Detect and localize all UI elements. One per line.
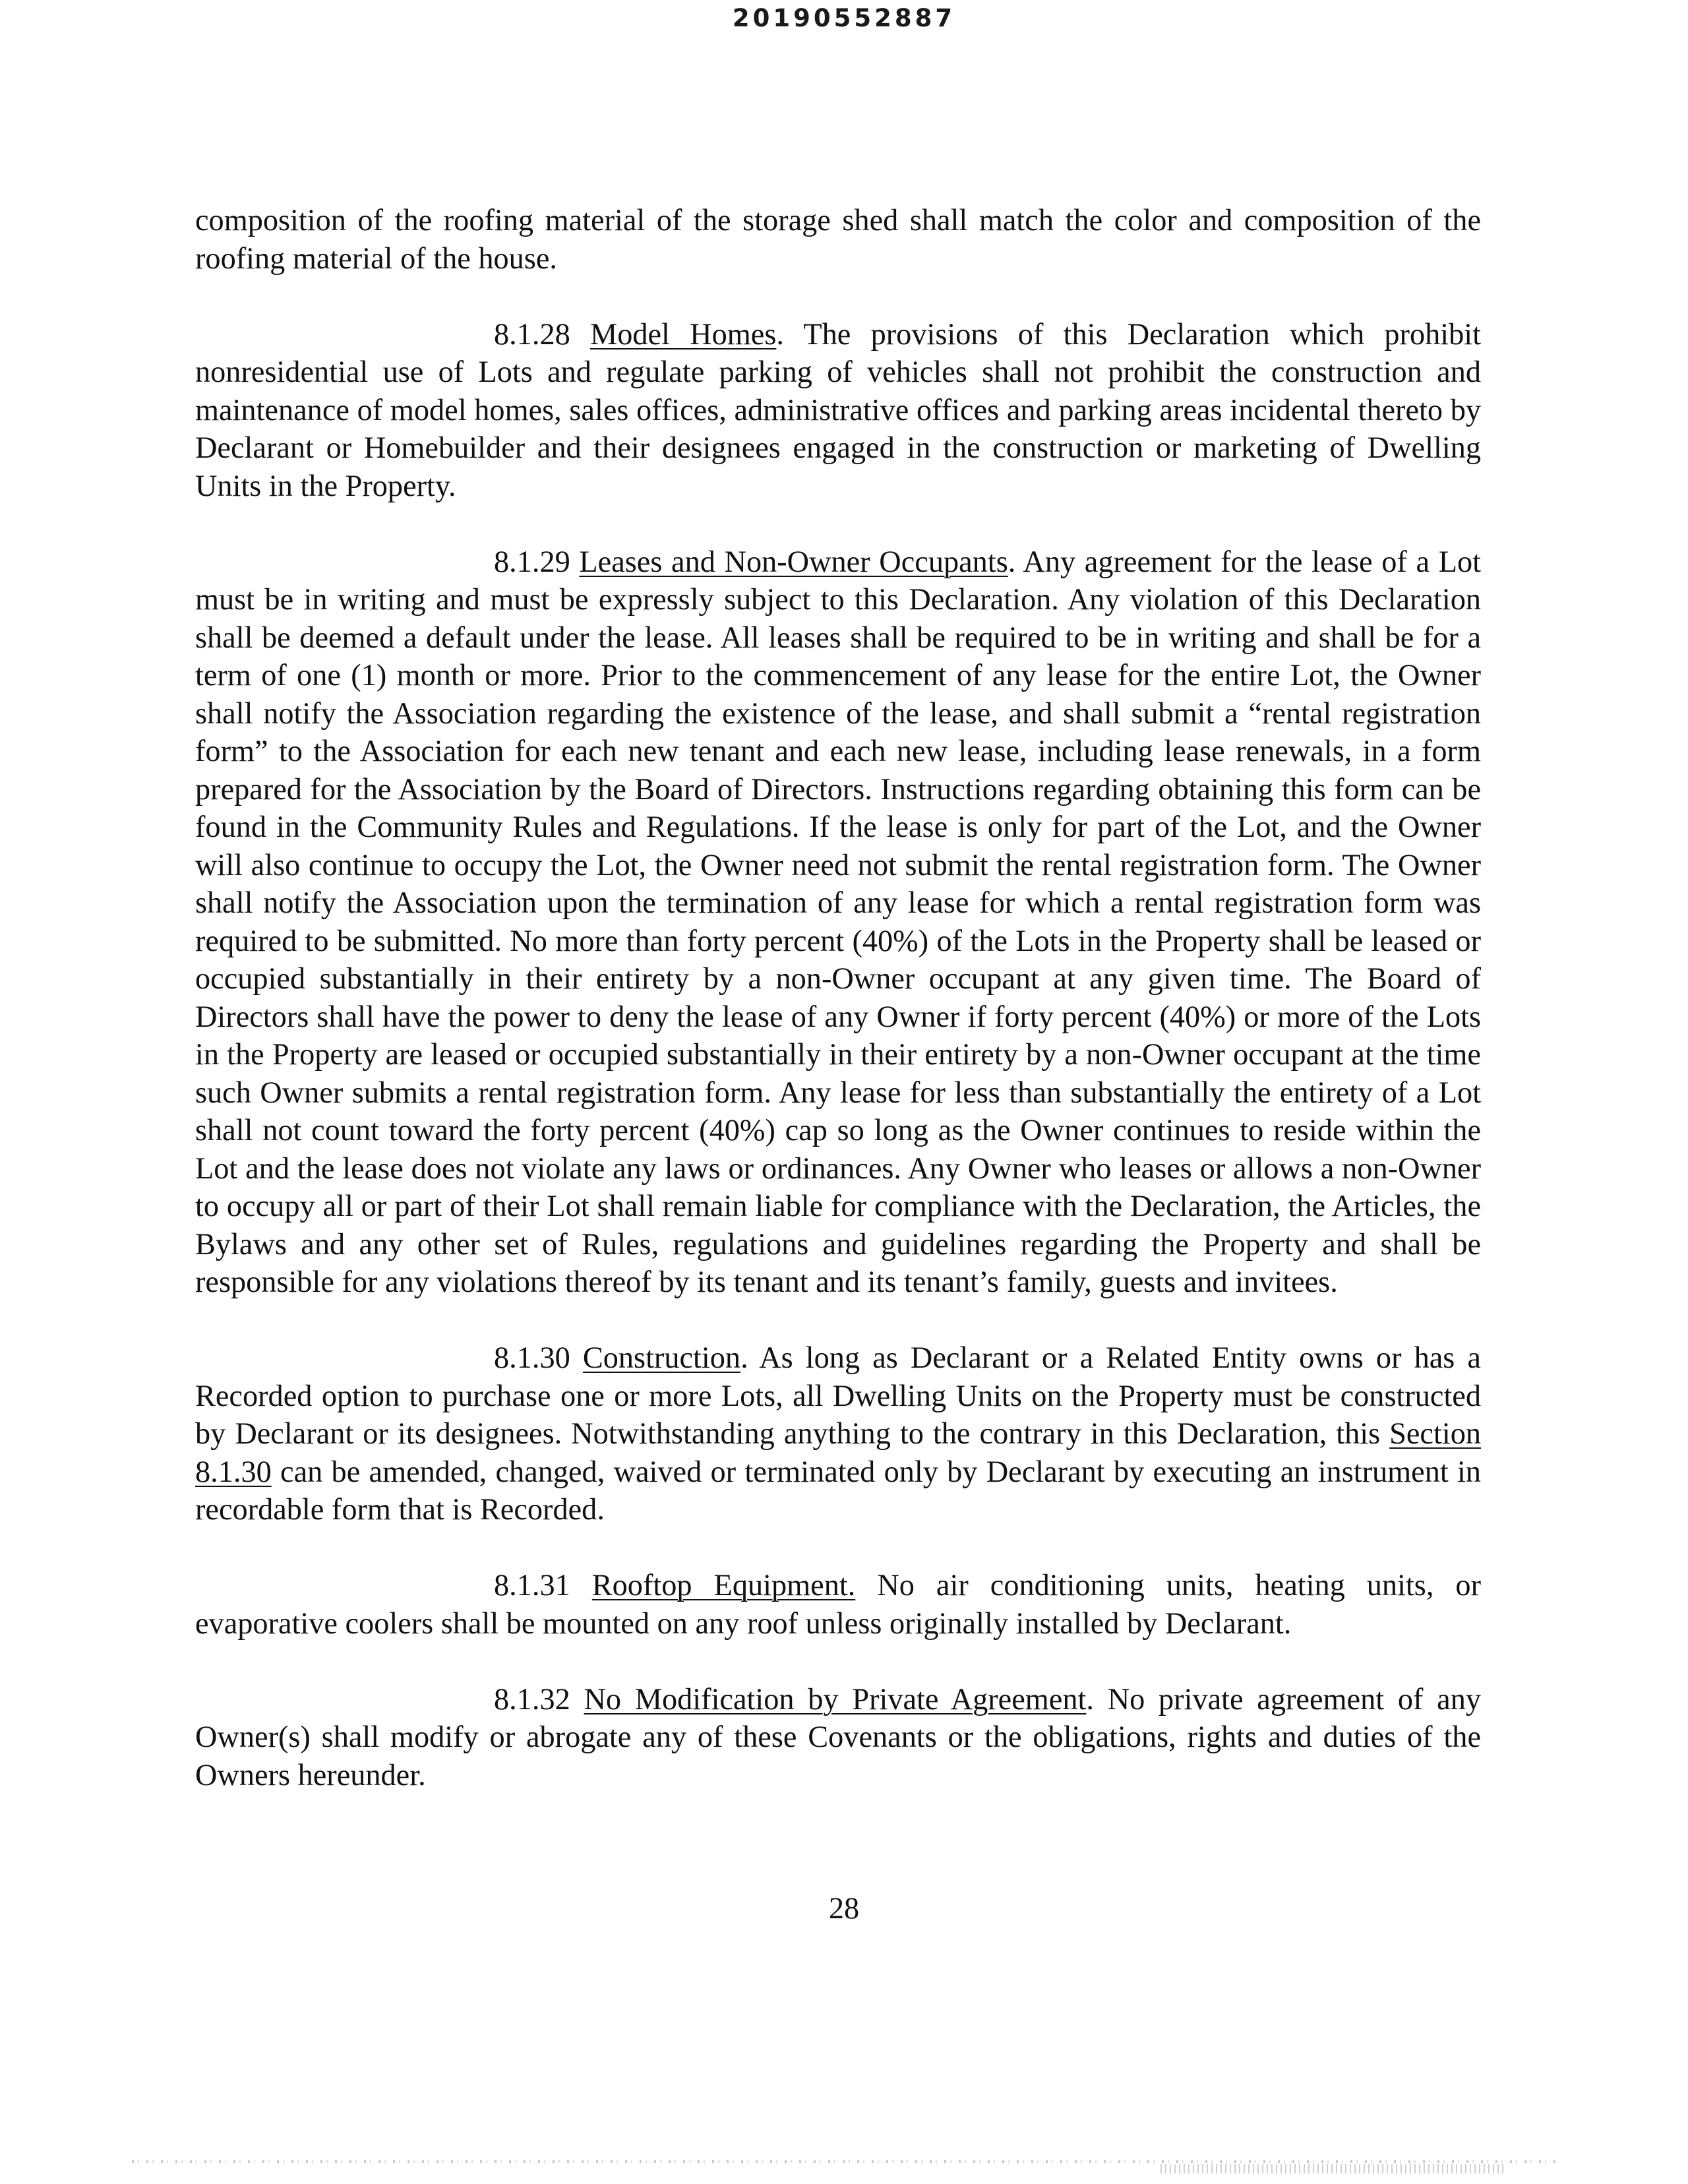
- section-8-1-30: [195, 1339, 1481, 1529]
- section-title: Rooftop Equipment.: [591, 1569, 856, 1602]
- section-8-1-32: [195, 1681, 1481, 1795]
- title-punctuation: .: [740, 1341, 748, 1375]
- paragraph-text: The provisions of this Declaration which prohibit nonresidential use of Lots and regulate parking of vehicles shall not prohibit the construction and maintenance of model homes, sales offices, administrative offices and parking areas incidental thereto by Declarant or Homebuilder and their designees engaged in the construction or marketing of Dwelling Units in the Property.: [195, 317, 1481, 503]
- section-number: 8.1.31: [494, 1569, 570, 1602]
- paragraph-text: As long as Declarant or a Related Entity owns or has a Recorded option to purchase one or more Lots, all Dwelling Units on the Property must be constructed by Declarant or its designees. Notwithstanding anything to the contrary in this Declaration, this: [195, 1341, 1481, 1451]
- section-title: Leases and Non-Owner Occupants: [579, 545, 1008, 579]
- section-title: Construction: [582, 1341, 741, 1375]
- title-punctuation: .: [1086, 1682, 1094, 1716]
- section-number: 8.1.32: [494, 1682, 570, 1716]
- title-punctuation: .: [1008, 545, 1016, 579]
- section-8-1-29: [195, 543, 1481, 1302]
- scan-artifact-strip: [132, 2160, 1556, 2163]
- section-8-1-31: [195, 1567, 1481, 1643]
- document-number: 20190552887: [732, 4, 956, 32]
- paragraph-continuation: [195, 202, 1481, 278]
- section-number: 8.1.28: [494, 317, 570, 351]
- section-title: Model Homes: [590, 317, 777, 351]
- title-punctuation: .: [776, 317, 784, 351]
- section-8-1-28: [195, 316, 1481, 506]
- page-number: 28: [828, 1892, 860, 1926]
- paragraph-text: No air conditioning units, heating units, or evaporative coolers shall be mounted on any roof unless originally installed by Declarant.: [195, 1569, 1481, 1641]
- section-number: 8.1.30: [494, 1341, 570, 1375]
- section-title: No Modification by Private Agreement: [584, 1682, 1087, 1716]
- paragraph-text: Any agreement for the lease of a Lot must be in writing and must be expressly subject to this Declaration. Any violation of this Declaration shall be deemed a default under the lease. All leases shall be required to be in writing and shall be for a term of one (1) month or more. Prior to the commencement of any lease for the entire Lot, the Owner shall notify the Association regarding the existence of the lease, and shall submit a “rental registration form” to the Association for each new tenant and each new lease, including lease renewals, in a form prepared for the Association by the Board of Directors. Instructions regarding obtaining this form can be found in the Community Rules and Regulations. If the lease is only for part of the Lot, and the Owner will also continue to occupy the Lot, the Owner need not submit the rental registration form. The Owner shall notify the Association upon the termination of any lease for which a rental registration form was required to be submitted. No more than forty percent (40%) of the Lots in the Property shall be leased or occupied substantially in their entirety by a non-Owner occupant at any given time. The Board of Directors shall have the power to deny the lease of any Owner if forty percent (40%) or more of the Lots in the Property are leased or occupied substantially in their entirety by a non-Owner occupant at the time such Owner submits a rental registration form. Any lease for less than substantially the entirety of a Lot shall not count toward the forty percent (40%) cap so long as the Owner continues to reside within the Lot and the lease does not violate any laws or ordinances. Any Owner who leases or allows a non-Owner to occupy all or part of their Lot shall remain liable for compliance with the Declaration, the Articles, the Bylaws and any other set of Rules, regulations and guidelines regarding the Property and shall be responsible for any violations thereof by its tenant and its tenant’s family, guests and invitees.: [195, 545, 1481, 1299]
- paragraph-text: can be amended, changed, waived or terminated only by Declarant by executing an instrument in recordable form that is Recorded.: [195, 1455, 1482, 1527]
- paragraph-text: composition of the roofing material of the storage shed shall match the color and composition of the roofing material of the house.: [195, 204, 1481, 276]
- document-body: [195, 202, 1481, 1794]
- section-number: 8.1.29: [494, 545, 570, 579]
- paragraph-text: No private agreement of any Owner(s) shall modify or abrogate any of these Covenants or the obligations, rights and duties of the Owners hereunder.: [195, 1682, 1481, 1792]
- section-reference: Section 8.1.30: [195, 1417, 1481, 1489]
- scan-artifact-marks: [1160, 2164, 1503, 2173]
